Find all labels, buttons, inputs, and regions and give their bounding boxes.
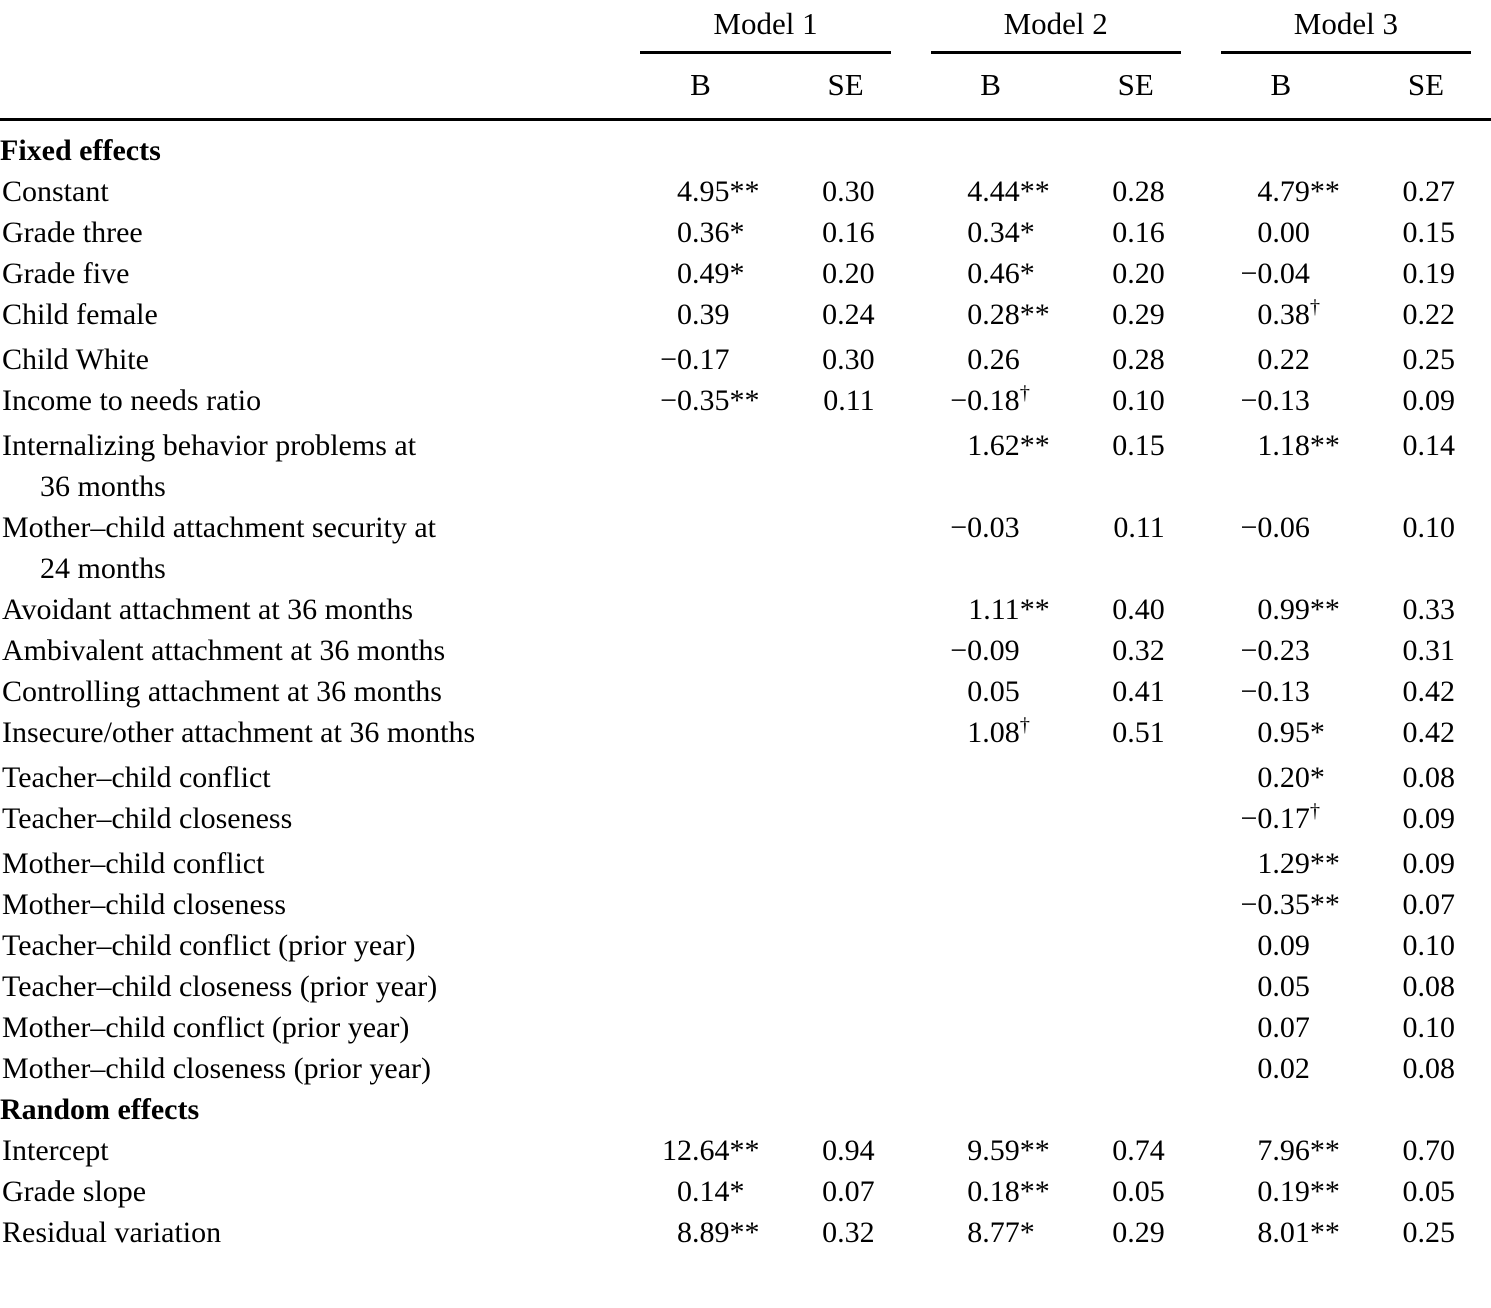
section-row (0, 1089, 1491, 1130)
table-row (0, 712, 1491, 757)
se-value: 0.08 (1402, 970, 1455, 1003)
se-value (1056, 884, 1201, 925)
table-row (0, 843, 1491, 884)
b-value: 0.05 (967, 675, 1020, 708)
b-value: −0.35** (660, 384, 760, 417)
b-value (620, 966, 765, 1007)
col-header-b-model2: B (911, 54, 1056, 120)
b-value: −0.13 (1240, 384, 1310, 417)
row-label: Intercept (2, 1134, 109, 1167)
b-value: 0.14* (677, 1175, 745, 1208)
b-value (620, 425, 765, 507)
row-label: Avoidant attachment at 36 months (2, 593, 414, 626)
b-value: −0.18† (950, 381, 1030, 417)
se-value: 0.07 (822, 1175, 875, 1208)
b-value: −0.09 (950, 634, 1020, 667)
se-value (766, 884, 911, 925)
b-value (911, 843, 1056, 884)
row-label: Mother–child attachment security at 24 months (2, 511, 437, 585)
b-value (620, 712, 765, 757)
table-row (0, 798, 1491, 843)
b-value: 0.28** (967, 298, 1050, 331)
se-value: 0.41 (1112, 675, 1165, 708)
se-value (1056, 966, 1201, 1007)
table-row (0, 1171, 1491, 1212)
se-value: 0.74 (1112, 1134, 1165, 1167)
se-value: 0.10 (1402, 929, 1455, 962)
b-value: −0.17 (660, 343, 730, 376)
table-row (0, 425, 1491, 507)
row-label: Teacher–child conflict (prior year) (2, 929, 416, 962)
model-1-label: Model 1 (640, 6, 890, 54)
col-header-b-model3: B (1201, 54, 1346, 120)
b-value: 4.95** (677, 175, 760, 208)
b-value (620, 1048, 765, 1089)
se-value (766, 425, 911, 507)
se-value: 0.42 (1402, 716, 1455, 749)
se-value: 0.25 (1402, 1216, 1455, 1249)
se-value: 0.24 (822, 298, 875, 331)
model-3-label: Model 3 (1221, 6, 1471, 54)
col-header-se-model2: SE (1056, 54, 1201, 120)
b-value: −0.04 (1240, 257, 1310, 290)
b-value: 1.11** (968, 593, 1050, 626)
b-value (911, 884, 1056, 925)
b-value: 0.18** (967, 1175, 1050, 1208)
row-label: Teacher–child closeness (2, 802, 293, 835)
b-value: 0.20* (1257, 761, 1325, 794)
b-value: 0.05 (1257, 970, 1310, 1003)
b-value (620, 843, 765, 884)
model-header-row (0, 0, 1491, 54)
row-label: Mother–child conflict (prior year) (2, 1011, 410, 1044)
se-value (1056, 1007, 1201, 1048)
table-row (0, 294, 1491, 339)
b-value: −0.17† (1240, 799, 1321, 835)
b-value: 4.44** (967, 175, 1050, 208)
model-1-header (620, 0, 910, 54)
row-label: Teacher–child conflict (2, 761, 271, 794)
se-value: 0.32 (822, 1216, 875, 1249)
b-value: 0.34* (967, 216, 1035, 249)
row-label: Income to needs ratio (2, 384, 262, 417)
b-value (911, 966, 1056, 1007)
b-value: 8.01** (1257, 1216, 1340, 1249)
se-value: 0.11 (823, 384, 875, 417)
b-value (620, 507, 765, 589)
b-value: 1.29** (1257, 847, 1340, 880)
se-value: 0.28 (1112, 175, 1165, 208)
b-value: 1.08† (967, 713, 1030, 749)
b-value: 0.19** (1257, 1175, 1340, 1208)
b-value: −0.35** (1240, 888, 1340, 921)
row-label: Mother–child closeness (prior year) (2, 1052, 432, 1085)
b-value: −0.06 (1240, 511, 1310, 544)
se-value (1056, 757, 1201, 798)
row-label: Insecure/other attachment at 36 months (2, 716, 476, 749)
se-value: 0.16 (822, 216, 875, 249)
se-value: 0.70 (1402, 1134, 1455, 1167)
se-value: 0.09 (1402, 802, 1455, 835)
se-value: 0.19 (1402, 257, 1455, 290)
table-row (0, 1048, 1491, 1089)
col-header-se-model3: SE (1346, 54, 1491, 120)
b-value: 0.09 (1257, 929, 1310, 962)
se-value: 0.30 (822, 343, 875, 376)
se-value (766, 589, 911, 630)
se-value (766, 843, 911, 884)
table-row (0, 380, 1491, 425)
b-value: 0.26 (967, 343, 1020, 376)
b-value (620, 798, 765, 843)
b-value: 1.62** (967, 429, 1050, 462)
table-row (0, 253, 1491, 294)
se-value: 0.25 (1402, 343, 1455, 376)
se-value: 0.09 (1402, 847, 1455, 880)
se-value: 0.07 (1402, 888, 1455, 921)
se-value: 0.31 (1402, 634, 1455, 667)
se-value: 0.08 (1402, 761, 1455, 794)
row-label: Teacher–child closeness (prior year) (2, 970, 438, 1003)
b-value: 7.96** (1257, 1134, 1340, 1167)
b-value: 12.64** (662, 1134, 760, 1167)
b-value: −0.03 (950, 511, 1020, 544)
model-3-header (1201, 0, 1491, 54)
b-value: 0.22 (1257, 343, 1310, 376)
b-value (620, 757, 765, 798)
table-row (0, 884, 1491, 925)
row-label: Grade five (2, 257, 130, 290)
b-value (911, 757, 1056, 798)
b-value: 0.02 (1257, 1052, 1310, 1085)
subheader-row (0, 54, 1491, 120)
b-value: −0.23 (1240, 634, 1310, 667)
empty-header-cell (0, 0, 620, 54)
model-2-header (911, 0, 1201, 54)
se-value (1056, 1048, 1201, 1089)
se-value (1056, 925, 1201, 966)
se-value: 0.08 (1402, 1052, 1455, 1085)
b-value (620, 884, 765, 925)
se-value (1056, 843, 1201, 884)
b-value: −0.13 (1240, 675, 1310, 708)
se-value: 0.10 (1402, 1011, 1455, 1044)
b-value: 9.59** (967, 1134, 1050, 1167)
se-value (766, 671, 911, 712)
b-value (911, 1048, 1056, 1089)
row-label: Controlling attachment at 36 months (2, 675, 442, 708)
se-value (1056, 798, 1201, 843)
row-label: Ambivalent attachment at 36 months (2, 634, 446, 667)
se-value: 0.28 (1112, 343, 1165, 376)
table-body (0, 120, 1491, 1254)
col-header-b-model1: B (620, 54, 765, 120)
row-label: Child female (2, 298, 158, 331)
table-row (0, 757, 1491, 798)
table-row (0, 630, 1491, 671)
row-label: Child White (2, 343, 149, 376)
row-label: Mother–child closeness (2, 888, 287, 921)
b-value: 8.89** (677, 1216, 760, 1249)
se-value: 0.20 (822, 257, 875, 290)
empty-header-cell (0, 54, 620, 120)
row-label: Grade slope (2, 1175, 147, 1208)
col-header-se-model1: SE (766, 54, 911, 120)
se-value: 0.94 (822, 1134, 875, 1167)
se-value: 0.29 (1112, 1216, 1165, 1249)
b-value (620, 1007, 765, 1048)
row-label: Constant (2, 175, 109, 208)
se-value (766, 1048, 911, 1089)
se-value (766, 712, 911, 757)
b-value (620, 671, 765, 712)
b-value: 0.95* (1257, 716, 1325, 749)
se-value: 0.15 (1402, 216, 1455, 249)
se-value: 0.33 (1402, 593, 1455, 626)
section-label: Fixed effects (0, 134, 161, 167)
table-row (0, 925, 1491, 966)
row-label: Mother–child conflict (2, 847, 265, 880)
table-row (0, 1007, 1491, 1048)
table-row (0, 507, 1491, 589)
b-value: 8.77* (967, 1216, 1035, 1249)
b-value (620, 925, 765, 966)
model-2-label: Model 2 (931, 6, 1181, 54)
b-value: 1.18** (1257, 429, 1340, 462)
se-value: 0.51 (1112, 716, 1165, 749)
section-row (0, 120, 1491, 172)
se-value: 0.14 (1402, 429, 1455, 462)
b-value (620, 630, 765, 671)
table-row (0, 671, 1491, 712)
b-value: 0.36* (677, 216, 745, 249)
se-value: 0.42 (1402, 675, 1455, 708)
se-value (766, 757, 911, 798)
table-row (0, 589, 1491, 630)
table-row (0, 171, 1491, 212)
se-value: 0.22 (1402, 298, 1455, 331)
se-value: 0.05 (1402, 1175, 1455, 1208)
se-value (766, 630, 911, 671)
se-value (766, 507, 911, 589)
se-value: 0.30 (822, 175, 875, 208)
se-value: 0.29 (1112, 298, 1165, 331)
table-row (0, 966, 1491, 1007)
table-header (0, 0, 1491, 120)
row-label: Residual variation (2, 1216, 222, 1249)
section-label: Random effects (0, 1093, 200, 1126)
se-value (766, 925, 911, 966)
b-value: 0.00 (1257, 216, 1310, 249)
b-value: 4.79** (1257, 175, 1340, 208)
se-value (766, 798, 911, 843)
table-row (0, 212, 1491, 253)
se-value: 0.10 (1112, 384, 1165, 417)
se-value: 0.32 (1112, 634, 1165, 667)
b-value (620, 589, 765, 630)
se-value (766, 1007, 911, 1048)
table-row (0, 1130, 1491, 1171)
table-row (0, 339, 1491, 380)
se-value: 0.05 (1112, 1175, 1165, 1208)
se-value: 0.27 (1402, 175, 1455, 208)
b-value (911, 1007, 1056, 1048)
b-value: 0.39 (677, 298, 730, 331)
b-value: 0.49* (677, 257, 745, 290)
table-row (0, 1212, 1491, 1253)
se-value: 0.20 (1112, 257, 1165, 290)
se-value: 0.16 (1112, 216, 1165, 249)
se-value: 0.11 (1113, 511, 1165, 544)
se-value: 0.40 (1112, 593, 1165, 626)
se-value: 0.10 (1402, 511, 1455, 544)
se-value (766, 966, 911, 1007)
b-value: 0.38† (1257, 295, 1321, 331)
b-value: 0.46* (967, 257, 1035, 290)
row-label: Grade three (2, 216, 143, 249)
row-label: Internalizing behavior problems at 36 months (2, 429, 417, 503)
b-value (911, 798, 1056, 843)
se-value: 0.09 (1402, 384, 1455, 417)
b-value: 0.07 (1257, 1011, 1310, 1044)
b-value: 0.99** (1257, 593, 1340, 626)
se-value: 0.15 (1112, 429, 1165, 462)
b-value (911, 925, 1056, 966)
